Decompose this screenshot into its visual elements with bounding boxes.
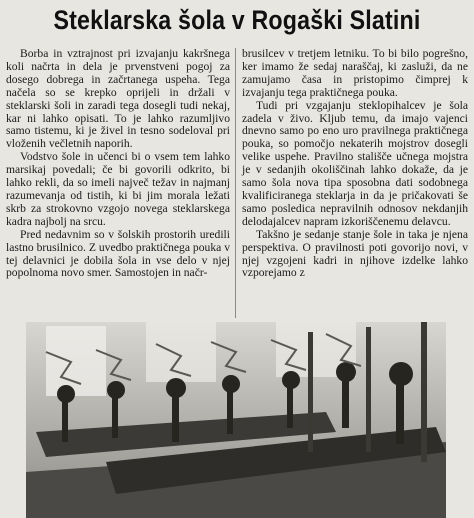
column-divider — [235, 48, 236, 318]
article-right-column — [242, 48, 468, 280]
paragraph-continuation: brusilcev v tretjem letniku. To bi bilo pogrešno, ker imamo že sedaj naraščaj, ki zasluži, da ne zamujamo časa in pristopimo čimprej k izvajanju tega praktičnega pouka. — [242, 47, 468, 99]
paragraph: Takšno je sedanje stanje šole in taka je njena perspektiva. O pravilnosti poti govorijo novi, v njej vzgojeni kadri in njihove izdelke lahko vzporejamo z — [242, 227, 468, 280]
paragraph: Borba in vztrajnost pri izvajanju kakršnega koli načrta in dela je prvenstveni pogoj za dosego dobrega in začrtanega uspeha. Tega načela so se krepko oprijeli in držali v steklarski šoli in zaradi tega dosegli tudi nekaj, kar ni lahko opisati. To je lahko razumljivo samo tistemu, ki je živel in tesno sodeloval pri vloženih večletnih naporih. — [6, 47, 230, 151]
article-left-column — [6, 48, 230, 280]
workshop-photo — [26, 322, 446, 518]
paragraph: Vodstvo šole in učenci bi o vsem tem lahko marsikaj povedali; če bi govorili odkrito, bi lahko rekli, da so imeli največ težav in najmanj razumevanja od tistih, ki bi jim morala ležati skrb za strokovno vzgojo novega steklarskega kadra najbolj na srcu. — [6, 150, 230, 228]
workshop-photo-illustration — [26, 322, 446, 518]
article-headline: Steklarska šola v Rogaški Slatini — [53, 5, 421, 35]
paragraph: Tudi pri vzgajanju steklopihalcev je šola zadela v živo. Kljub temu, da imajo vajenci dnevno samo po eno uro pravilnega praktičnega pouka, so pomočjo nekaterih mojstrov dosegli velike uspehe. Pravilno stališče učnega mojstra je v sedanjih okoliščinah lahko dokaže, da je samo šola nova tipa sposobna dati sodobnega kvalificiranega steklarja in da je pričakovati še samo posledica nepravilnih odnosov nekdanjih delodajalcev napram izkoriščenemu delavcu. — [242, 98, 468, 228]
paragraph: Pred nedavnim so v šolskih prostorih uredili lastno brusilnico. Z uvedbo praktičnega pouka v tej delavnici je dobila šola in vse delo v njej popolnoma novo smer. Samostojen in načr- — [6, 227, 230, 280]
